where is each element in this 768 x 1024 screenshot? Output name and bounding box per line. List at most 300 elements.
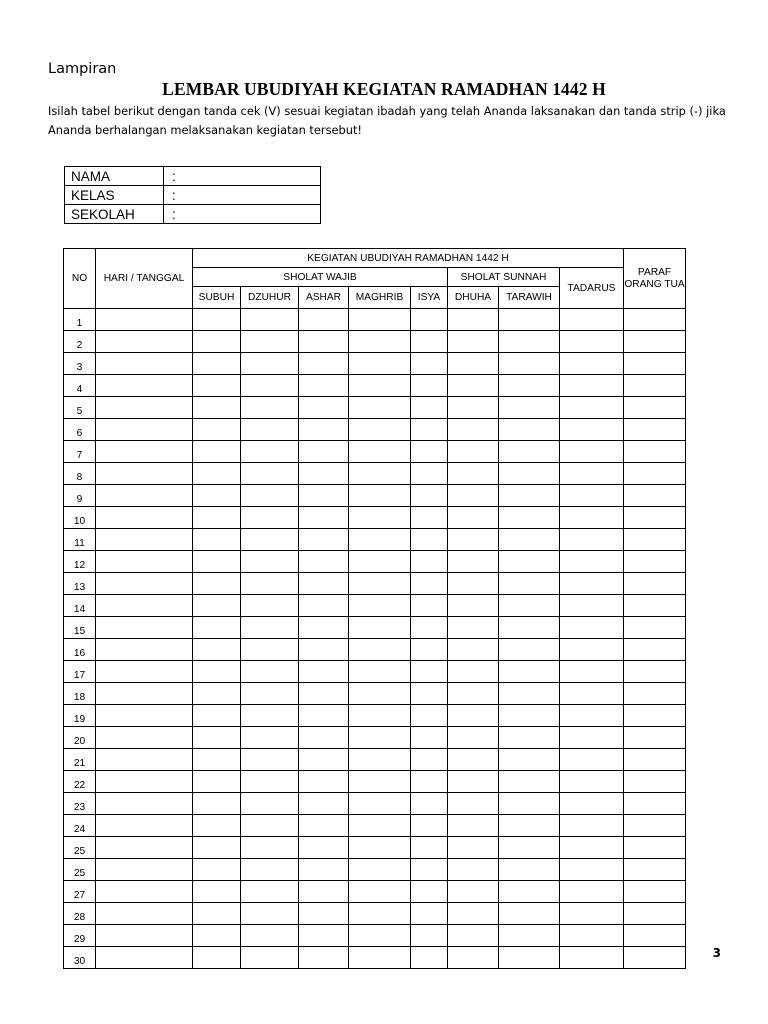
entry-cell[interactable] [193, 595, 241, 617]
entry-cell[interactable] [299, 639, 349, 661]
entry-cell[interactable] [96, 727, 193, 749]
entry-cell[interactable] [241, 485, 299, 507]
entry-cell[interactable] [299, 683, 349, 705]
entry-cell[interactable] [349, 441, 411, 463]
entry-cell[interactable] [624, 529, 686, 551]
entry-cell[interactable] [349, 375, 411, 397]
entry-cell[interactable] [499, 881, 560, 903]
entry-cell[interactable] [193, 881, 241, 903]
entry-cell[interactable] [411, 727, 448, 749]
entry-cell[interactable] [241, 903, 299, 925]
entry-cell[interactable] [193, 925, 241, 947]
entry-cell[interactable] [193, 683, 241, 705]
entry-cell[interactable] [411, 705, 448, 727]
entry-cell[interactable] [241, 749, 299, 771]
entry-cell[interactable] [349, 727, 411, 749]
entry-cell[interactable] [448, 595, 499, 617]
entry-cell[interactable] [499, 859, 560, 881]
entry-cell[interactable] [448, 397, 499, 419]
entry-cell[interactable] [560, 309, 624, 331]
entry-cell[interactable] [560, 617, 624, 639]
entry-cell[interactable] [193, 507, 241, 529]
entry-cell[interactable] [241, 573, 299, 595]
entry-cell[interactable] [193, 947, 241, 969]
entry-cell[interactable] [499, 705, 560, 727]
entry-cell[interactable] [448, 441, 499, 463]
entry-cell[interactable] [241, 837, 299, 859]
entry-cell[interactable] [560, 815, 624, 837]
entry-cell[interactable] [624, 617, 686, 639]
entry-cell[interactable] [96, 661, 193, 683]
entry-cell[interactable] [624, 749, 686, 771]
entry-cell[interactable] [624, 595, 686, 617]
entry-cell[interactable] [499, 661, 560, 683]
entry-cell[interactable] [560, 639, 624, 661]
entry-cell[interactable] [560, 881, 624, 903]
entry-cell[interactable] [96, 617, 193, 639]
entry-cell[interactable] [560, 749, 624, 771]
entry-cell[interactable] [193, 353, 241, 375]
entry-cell[interactable] [411, 617, 448, 639]
entry-cell[interactable] [448, 309, 499, 331]
entry-cell[interactable] [349, 815, 411, 837]
entry-cell[interactable] [411, 793, 448, 815]
entry-cell[interactable] [241, 595, 299, 617]
entry-cell[interactable] [193, 793, 241, 815]
entry-cell[interactable] [299, 881, 349, 903]
entry-cell[interactable] [349, 331, 411, 353]
entry-cell[interactable] [624, 507, 686, 529]
entry-cell[interactable] [96, 859, 193, 881]
entry-cell[interactable] [96, 507, 193, 529]
entry-cell[interactable] [96, 639, 193, 661]
entry-cell[interactable] [193, 639, 241, 661]
entry-cell[interactable] [448, 375, 499, 397]
entry-cell[interactable] [349, 749, 411, 771]
entry-cell[interactable] [349, 573, 411, 595]
entry-cell[interactable] [411, 859, 448, 881]
entry-cell[interactable] [241, 683, 299, 705]
entry-cell[interactable] [499, 309, 560, 331]
entry-cell[interactable] [96, 463, 193, 485]
entry-cell[interactable] [411, 419, 448, 441]
entry-cell[interactable] [349, 881, 411, 903]
entry-cell[interactable] [499, 925, 560, 947]
entry-cell[interactable] [499, 771, 560, 793]
entry-cell[interactable] [411, 397, 448, 419]
entry-cell[interactable] [349, 903, 411, 925]
entry-cell[interactable] [193, 749, 241, 771]
entry-cell[interactable] [411, 463, 448, 485]
entry-cell[interactable] [349, 397, 411, 419]
entry-cell[interactable] [448, 639, 499, 661]
entry-cell[interactable] [299, 331, 349, 353]
entry-cell[interactable] [499, 419, 560, 441]
entry-cell[interactable] [499, 353, 560, 375]
entry-cell[interactable] [448, 903, 499, 925]
entry-cell[interactable] [411, 595, 448, 617]
entry-cell[interactable] [349, 947, 411, 969]
entry-cell[interactable] [349, 419, 411, 441]
entry-cell[interactable] [448, 859, 499, 881]
entry-cell[interactable] [448, 793, 499, 815]
entry-cell[interactable] [560, 419, 624, 441]
entry-cell[interactable] [448, 881, 499, 903]
entry-cell[interactable] [96, 683, 193, 705]
entry-cell[interactable] [241, 441, 299, 463]
entry-cell[interactable] [193, 331, 241, 353]
entry-cell[interactable] [193, 529, 241, 551]
entry-cell[interactable] [299, 859, 349, 881]
entry-cell[interactable] [349, 683, 411, 705]
entry-cell[interactable] [349, 639, 411, 661]
entry-cell[interactable] [96, 529, 193, 551]
entry-cell[interactable] [96, 309, 193, 331]
entry-cell[interactable] [448, 353, 499, 375]
entry-cell[interactable] [193, 661, 241, 683]
entry-cell[interactable] [448, 529, 499, 551]
entry-cell[interactable] [499, 463, 560, 485]
entry-cell[interactable] [499, 529, 560, 551]
entry-cell[interactable] [241, 815, 299, 837]
entry-cell[interactable] [299, 661, 349, 683]
entry-cell[interactable] [624, 859, 686, 881]
entry-cell[interactable] [624, 881, 686, 903]
entry-cell[interactable] [299, 705, 349, 727]
entry-cell[interactable] [624, 925, 686, 947]
entry-cell[interactable] [624, 639, 686, 661]
entry-cell[interactable] [448, 771, 499, 793]
entry-cell[interactable] [448, 705, 499, 727]
entry-cell[interactable] [241, 419, 299, 441]
entry-cell[interactable] [299, 815, 349, 837]
entry-cell[interactable] [411, 507, 448, 529]
entry-cell[interactable] [193, 705, 241, 727]
entry-cell[interactable] [241, 507, 299, 529]
entry-cell[interactable] [560, 507, 624, 529]
entry-cell[interactable] [499, 375, 560, 397]
entry-cell[interactable] [299, 837, 349, 859]
entry-cell[interactable] [96, 573, 193, 595]
entry-cell[interactable] [241, 463, 299, 485]
entry-cell[interactable] [241, 793, 299, 815]
entry-cell[interactable] [299, 353, 349, 375]
entry-cell[interactable] [241, 881, 299, 903]
entry-cell[interactable] [411, 573, 448, 595]
entry-cell[interactable] [624, 727, 686, 749]
entry-cell[interactable] [349, 661, 411, 683]
entry-cell[interactable] [560, 485, 624, 507]
entry-cell[interactable] [349, 529, 411, 551]
entry-cell[interactable] [96, 903, 193, 925]
entry-cell[interactable] [193, 463, 241, 485]
entry-cell[interactable] [299, 375, 349, 397]
entry-cell[interactable] [560, 375, 624, 397]
entry-cell[interactable] [96, 551, 193, 573]
entry-cell[interactable] [96, 441, 193, 463]
entry-cell[interactable] [193, 837, 241, 859]
entry-cell[interactable] [241, 947, 299, 969]
entry-cell[interactable] [193, 375, 241, 397]
entry-cell[interactable] [499, 573, 560, 595]
entry-cell[interactable] [448, 727, 499, 749]
entry-cell[interactable] [241, 331, 299, 353]
entry-cell[interactable] [193, 485, 241, 507]
entry-cell[interactable] [448, 617, 499, 639]
entry-cell[interactable] [241, 529, 299, 551]
entry-cell[interactable] [624, 661, 686, 683]
entry-cell[interactable] [96, 595, 193, 617]
entry-cell[interactable] [299, 309, 349, 331]
entry-cell[interactable] [560, 331, 624, 353]
entry-cell[interactable] [411, 881, 448, 903]
entry-cell[interactable] [624, 375, 686, 397]
entry-cell[interactable] [499, 507, 560, 529]
entry-cell[interactable] [241, 551, 299, 573]
entry-cell[interactable] [411, 485, 448, 507]
entry-cell[interactable] [448, 683, 499, 705]
entry-cell[interactable] [241, 639, 299, 661]
entry-cell[interactable] [411, 815, 448, 837]
entry-cell[interactable] [299, 771, 349, 793]
entry-cell[interactable] [624, 331, 686, 353]
entry-cell[interactable] [560, 903, 624, 925]
entry-cell[interactable] [241, 859, 299, 881]
entry-cell[interactable] [349, 859, 411, 881]
entry-cell[interactable] [299, 463, 349, 485]
entry-cell[interactable] [499, 749, 560, 771]
entry-cell[interactable] [499, 441, 560, 463]
entry-cell[interactable] [241, 617, 299, 639]
entry-cell[interactable] [448, 507, 499, 529]
entry-cell[interactable] [299, 485, 349, 507]
entry-cell[interactable] [193, 903, 241, 925]
entry-cell[interactable] [448, 925, 499, 947]
entry-cell[interactable] [411, 441, 448, 463]
entry-cell[interactable] [624, 837, 686, 859]
entry-cell[interactable] [241, 397, 299, 419]
entry-cell[interactable] [448, 573, 499, 595]
entry-cell[interactable] [624, 441, 686, 463]
entry-cell[interactable] [241, 309, 299, 331]
entry-cell[interactable] [560, 705, 624, 727]
entry-cell[interactable] [560, 727, 624, 749]
entry-cell[interactable] [448, 837, 499, 859]
entry-cell[interactable] [299, 617, 349, 639]
entry-cell[interactable] [411, 837, 448, 859]
entry-cell[interactable] [241, 353, 299, 375]
entry-cell[interactable] [299, 925, 349, 947]
entry-cell[interactable] [299, 903, 349, 925]
entry-cell[interactable] [448, 485, 499, 507]
entry-cell[interactable] [96, 815, 193, 837]
entry-cell[interactable] [624, 309, 686, 331]
entry-cell[interactable] [241, 727, 299, 749]
entry-cell[interactable] [624, 573, 686, 595]
entry-cell[interactable] [96, 375, 193, 397]
entry-cell[interactable] [411, 551, 448, 573]
entry-cell[interactable] [624, 683, 686, 705]
entry-cell[interactable] [560, 529, 624, 551]
entry-cell[interactable] [624, 771, 686, 793]
entry-cell[interactable] [499, 595, 560, 617]
entry-cell[interactable] [411, 947, 448, 969]
entry-cell[interactable] [299, 397, 349, 419]
entry-cell[interactable] [96, 793, 193, 815]
entry-cell[interactable] [560, 771, 624, 793]
entry-cell[interactable] [411, 331, 448, 353]
entry-cell[interactable] [448, 947, 499, 969]
entry-cell[interactable] [624, 551, 686, 573]
entry-cell[interactable] [241, 925, 299, 947]
entry-cell[interactable] [411, 639, 448, 661]
entry-cell[interactable] [624, 463, 686, 485]
entry-cell[interactable] [560, 925, 624, 947]
entry-cell[interactable] [499, 397, 560, 419]
entry-cell[interactable] [560, 441, 624, 463]
entry-cell[interactable] [499, 551, 560, 573]
entry-cell[interactable] [96, 419, 193, 441]
entry-cell[interactable] [349, 463, 411, 485]
entry-cell[interactable] [299, 573, 349, 595]
entry-cell[interactable] [499, 331, 560, 353]
entry-cell[interactable] [624, 397, 686, 419]
entry-cell[interactable] [499, 837, 560, 859]
entry-cell[interactable] [448, 551, 499, 573]
entry-cell[interactable] [96, 881, 193, 903]
entry-cell[interactable] [193, 397, 241, 419]
entry-cell[interactable] [193, 815, 241, 837]
entry-cell[interactable] [499, 683, 560, 705]
entry-cell[interactable] [299, 507, 349, 529]
entry-cell[interactable] [96, 837, 193, 859]
entry-cell[interactable] [624, 947, 686, 969]
entry-cell[interactable] [96, 771, 193, 793]
entry-cell[interactable] [560, 947, 624, 969]
entry-cell[interactable] [299, 441, 349, 463]
entry-cell[interactable] [560, 859, 624, 881]
entry-cell[interactable] [193, 771, 241, 793]
entry-cell[interactable] [193, 309, 241, 331]
entry-cell[interactable] [299, 419, 349, 441]
entry-cell[interactable] [499, 815, 560, 837]
entry-cell[interactable] [96, 485, 193, 507]
entry-cell[interactable] [96, 749, 193, 771]
entry-cell[interactable] [624, 419, 686, 441]
entry-cell[interactable] [448, 331, 499, 353]
entry-cell[interactable] [193, 727, 241, 749]
entry-cell[interactable] [299, 551, 349, 573]
entry-cell[interactable] [96, 397, 193, 419]
entry-cell[interactable] [349, 705, 411, 727]
entry-cell[interactable] [560, 793, 624, 815]
entry-cell[interactable] [560, 595, 624, 617]
entry-cell[interactable] [499, 727, 560, 749]
entry-cell[interactable] [349, 353, 411, 375]
entry-cell[interactable] [624, 815, 686, 837]
entry-cell[interactable] [241, 661, 299, 683]
entry-cell[interactable] [349, 551, 411, 573]
entry-cell[interactable] [448, 749, 499, 771]
entry-cell[interactable] [193, 441, 241, 463]
entry-cell[interactable] [349, 837, 411, 859]
entry-cell[interactable] [299, 947, 349, 969]
entry-cell[interactable] [349, 771, 411, 793]
entry-cell[interactable] [624, 903, 686, 925]
entry-cell[interactable] [411, 529, 448, 551]
entry-cell[interactable] [349, 309, 411, 331]
entry-cell[interactable] [560, 397, 624, 419]
entry-cell[interactable] [448, 815, 499, 837]
entry-cell[interactable] [499, 639, 560, 661]
entry-cell[interactable] [560, 661, 624, 683]
entry-cell[interactable] [299, 595, 349, 617]
entry-cell[interactable] [193, 551, 241, 573]
entry-cell[interactable] [193, 419, 241, 441]
entry-cell[interactable] [411, 771, 448, 793]
entry-cell[interactable] [448, 661, 499, 683]
entry-cell[interactable] [624, 705, 686, 727]
entry-cell[interactable] [560, 683, 624, 705]
entry-cell[interactable] [624, 793, 686, 815]
identity-value-field[interactable]: : [164, 205, 321, 224]
entry-cell[interactable] [96, 925, 193, 947]
entry-cell[interactable] [299, 529, 349, 551]
entry-cell[interactable] [349, 507, 411, 529]
entry-cell[interactable] [411, 353, 448, 375]
entry-cell[interactable] [241, 705, 299, 727]
entry-cell[interactable] [411, 683, 448, 705]
entry-cell[interactable] [349, 595, 411, 617]
entry-cell[interactable] [411, 903, 448, 925]
entry-cell[interactable] [624, 485, 686, 507]
entry-cell[interactable] [349, 617, 411, 639]
entry-cell[interactable] [349, 485, 411, 507]
entry-cell[interactable] [96, 705, 193, 727]
entry-cell[interactable] [499, 793, 560, 815]
entry-cell[interactable] [624, 353, 686, 375]
identity-value-field[interactable]: : [164, 167, 321, 186]
entry-cell[interactable] [448, 419, 499, 441]
entry-cell[interactable] [499, 947, 560, 969]
entry-cell[interactable] [299, 793, 349, 815]
entry-cell[interactable] [241, 771, 299, 793]
entry-cell[interactable] [411, 749, 448, 771]
entry-cell[interactable] [241, 375, 299, 397]
entry-cell[interactable] [349, 925, 411, 947]
entry-cell[interactable] [560, 353, 624, 375]
entry-cell[interactable] [299, 727, 349, 749]
entry-cell[interactable] [96, 353, 193, 375]
entry-cell[interactable] [560, 551, 624, 573]
entry-cell[interactable] [560, 463, 624, 485]
entry-cell[interactable] [96, 947, 193, 969]
entry-cell[interactable] [499, 903, 560, 925]
entry-cell[interactable] [299, 749, 349, 771]
entry-cell[interactable] [411, 309, 448, 331]
entry-cell[interactable] [96, 331, 193, 353]
entry-cell[interactable] [499, 485, 560, 507]
entry-cell[interactable] [560, 837, 624, 859]
entry-cell[interactable] [560, 573, 624, 595]
identity-value-field[interactable]: : [164, 186, 321, 205]
entry-cell[interactable] [193, 617, 241, 639]
entry-cell[interactable] [499, 617, 560, 639]
entry-cell[interactable] [349, 793, 411, 815]
entry-cell[interactable] [193, 859, 241, 881]
entry-cell[interactable] [193, 573, 241, 595]
entry-cell[interactable] [411, 661, 448, 683]
